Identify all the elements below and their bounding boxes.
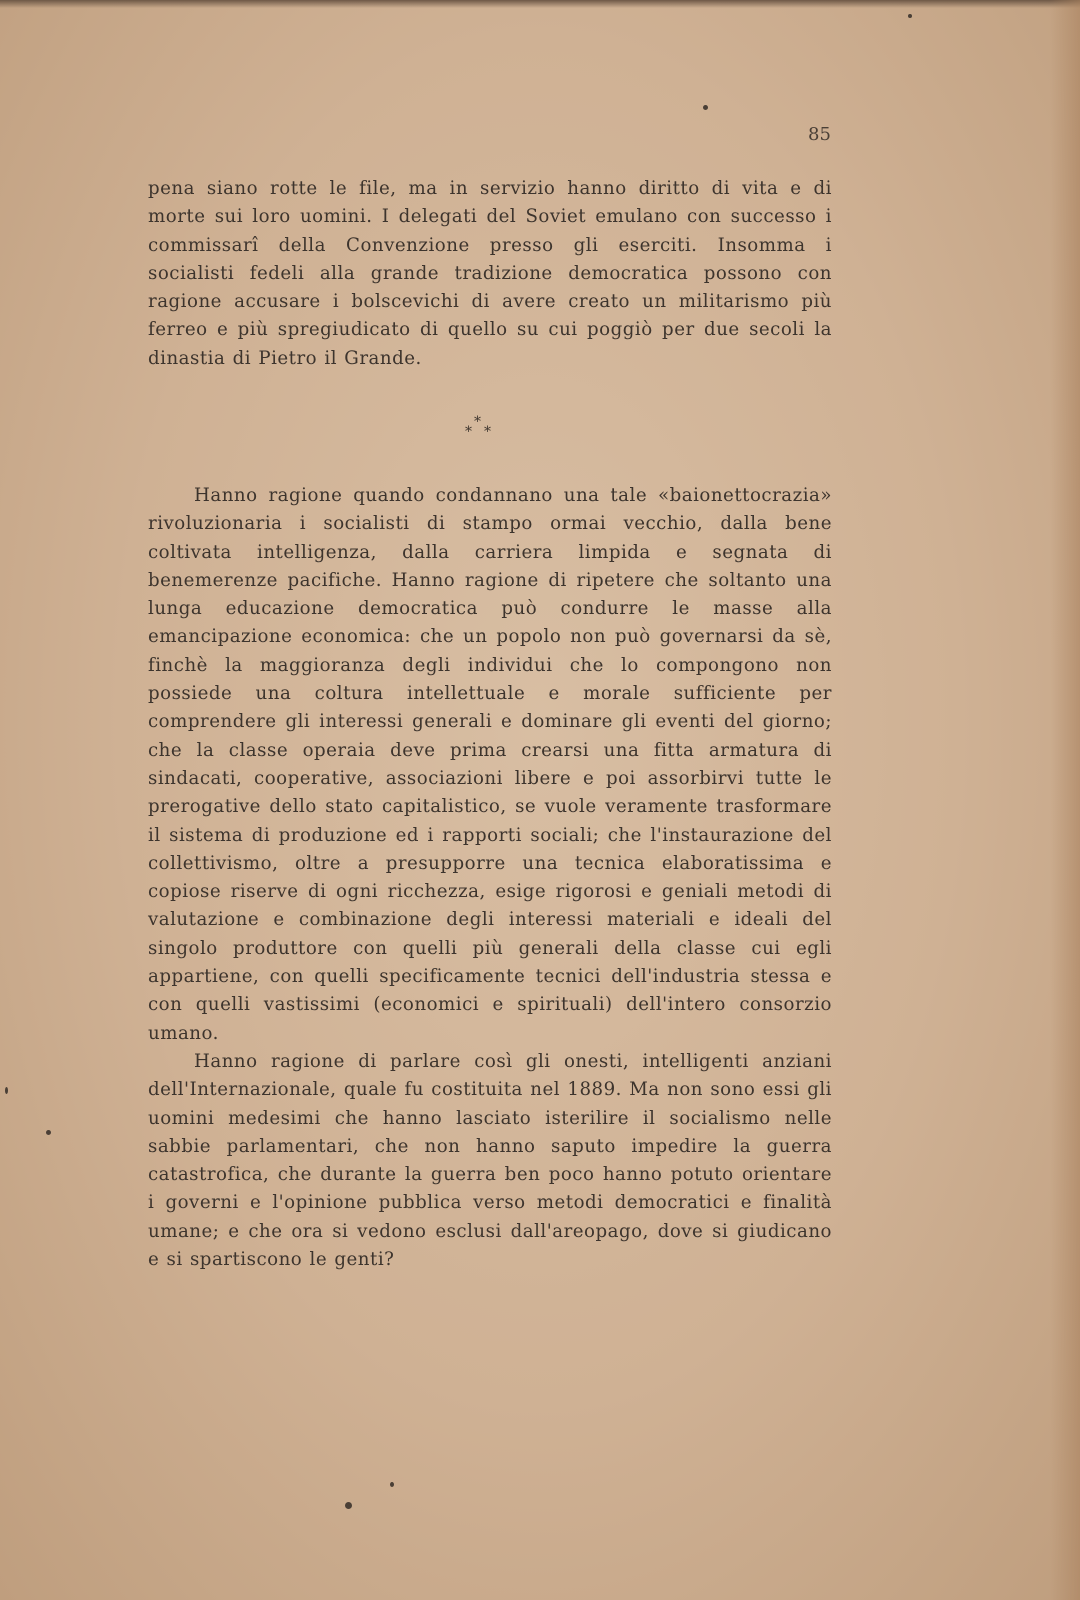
paragraph-block-1 (148, 175, 832, 373)
page-number: 85 (808, 124, 831, 145)
paragraph: Hanno ragione quando condannano una tale «baionettocrazia» rivoluzionaria i socialisti di stampo ormai vecchio, dalla bene coltivata intelligenza, dalla carriera limpida e segnata di benemerenze pacifiche. Hanno ragione di ripetere che soltanto una lunga educazione democratica può condurre le masse alla emancipazione economica: che un popolo non può governarsi da sè, finchè la maggioranza degli individui che lo compongono non possiede una coltura intellettuale e morale sufficiente per comprendere gli interessi generali e dominare gli eventi del giorno; che la classe operaia deve prima crearsi una fitta armatura di sindacati, cooperative, associazioni libere e poi assorbirvi tutte le prerogative dello stato capitalistico, se vuole veramente trasformare il sistema di produzione ed i rapporti sociali; che l'instaurazione del collettivismo, oltre a presupporre una tecnica elaboratissima e copiose riserve di ogni ricchezza, esige rigorosi e geniali metodi di valutazione e combinazione degli interessi materiali e ideali del singolo produttore con quelli più generali della classe cui egli appartiene, con quelli specificamente tecnici dell'industria stessa e con quelli vastissimi (economici e spirituali) dell'intero consorzio umano. (148, 485, 832, 1044)
paragraph: Hanno ragione di parlare così gli onesti, intelligenti anziani dell'Internazionale, quale fu costituita nel 1889. Ma non sono essi gli uomini medesimi che hanno lasciato isterilire il socialismo nelle sabbie parlamentari, che non hanno saputo impedire la guerra catastrofica, che durante la guerra ben poco hanno potuto orientare i governi e l'opinione pubblica verso metodi democratici e finalità umane; e che ora si vedono esclusi dall'areopago, dove si giudicano e si spartiscono le genti? (148, 1050, 832, 1271)
ink-speck (390, 1482, 394, 1487)
ink-speck (345, 1502, 352, 1509)
page-top-edge (0, 0, 1080, 8)
page-right-edge (1050, 0, 1080, 1600)
ink-speck (46, 1130, 51, 1135)
ink-speck (908, 14, 912, 18)
ink-speck (703, 105, 708, 110)
paragraph: pena siano rotte le file, ma in servizio hanno diritto di vita e di morte sui loro uomini. I delegati del Soviet emulano con successo i commissarî della Convenzione presso gli eserciti. Insomma i socialisti fedeli alla grande tradizione democratica possono con ragione accusare i bolscevichi di avere creato un militarismo più ferreo e più spregiudicato di quello su cui poggiò per due secoli la dinastia di Pietro il Grande. (148, 178, 832, 369)
ink-speck (5, 1087, 8, 1094)
asterisk-mark: * (465, 424, 472, 440)
section-break-asterism (462, 414, 502, 444)
asterisk-mark: * (474, 414, 481, 430)
paragraph-block-2 (148, 482, 832, 1274)
asterisk-mark: * (484, 424, 491, 440)
